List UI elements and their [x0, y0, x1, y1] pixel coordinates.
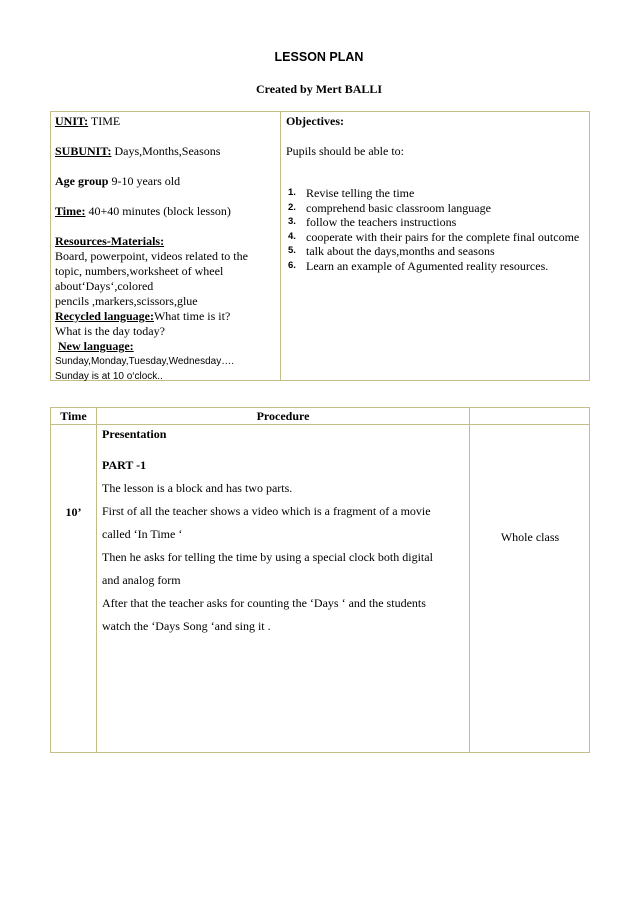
- objectives-heading: Objectives:: [286, 114, 344, 128]
- resources-label: Resources-Materials:: [55, 234, 165, 248]
- list-item: 5. talk about the days,months and seasons: [288, 244, 495, 258]
- procedure-line: After that the teacher asks for counting the ‘Days ‘ and the students: [102, 596, 426, 610]
- column-divider: [280, 112, 281, 380]
- resources-line: Board, powerpoint, videos related to the: [55, 249, 248, 263]
- unit-label: UNIT:: [55, 114, 89, 128]
- list-item: 6. Learn an example of Agumented reality resources.: [288, 258, 549, 273]
- resources-line: topic, numbers,worksheet of wheel: [55, 264, 224, 278]
- procedure-content: [102, 426, 462, 638]
- procedure-column-header: Procedure: [256, 409, 310, 423]
- time-column-header: Time: [60, 409, 87, 423]
- resources-line: pencils ,markers,scissors,glue: [55, 294, 198, 308]
- part-heading: PART -1: [102, 458, 147, 472]
- age-group-value: 9-10 years old: [108, 174, 181, 188]
- section-heading: Presentation: [102, 427, 167, 441]
- column-divider: [469, 408, 470, 752]
- list-item: 2. comprehend basic classroom language: [288, 200, 491, 215]
- age-group-label: Age group: [55, 174, 109, 188]
- lesson-details-table: [50, 111, 590, 381]
- recycled-language-label: Recycled language:: [55, 309, 154, 323]
- procedure-line: Then he asks for telling the time by using a special clock both digital: [102, 550, 433, 564]
- objectives-list: [286, 186, 584, 273]
- interaction-type: Whole class: [500, 530, 560, 544]
- time-label: Time:: [55, 204, 86, 218]
- procedure-line: watch the ‘Days Song ‘and sing it .: [102, 619, 271, 633]
- new-language-label: New language:: [58, 339, 134, 353]
- procedure-duration: 10’: [65, 505, 82, 519]
- procedure-line: The lesson is a block and has two parts.: [102, 481, 293, 495]
- document-author: Created by Mert BALLI: [255, 82, 383, 96]
- new-language-line: Sunday,Monday,Tuesday,Wednesday….: [55, 356, 234, 367]
- procedure-line: First of all the teacher shows a video which is a fragment of a movie: [102, 504, 431, 518]
- objectives-intro: Pupils should be able to:: [286, 144, 404, 158]
- list-item: 4. cooperate with their pairs for the complete final outcome: [288, 229, 580, 244]
- procedure-line: and analog form: [102, 573, 181, 587]
- resources-line: about‘Days‘,colored: [55, 279, 154, 293]
- subunit-value: Days,Months,Seasons: [111, 144, 221, 158]
- list-item: 3. follow the teachers instructions: [288, 215, 457, 229]
- recycled-language-line: What is the day today?: [55, 324, 165, 338]
- procedure-table: [50, 407, 590, 753]
- objectives-cell: [286, 114, 584, 273]
- column-divider: [96, 408, 97, 752]
- procedure-line: called ‘In Time ‘: [102, 527, 183, 541]
- time-value: 40+40 minutes (block lesson): [85, 204, 231, 218]
- subunit-label: SUBUNIT:: [55, 144, 112, 158]
- lesson-details-cell: [55, 114, 275, 384]
- unit-value: TIME: [88, 114, 121, 128]
- new-language-line: Sunday is at 10 o‘clock..: [55, 371, 163, 382]
- document-title: LESSON PLAN: [274, 50, 364, 64]
- list-item: 1. Revise telling the time: [288, 186, 415, 200]
- recycled-language-value: What time is it?: [153, 309, 231, 323]
